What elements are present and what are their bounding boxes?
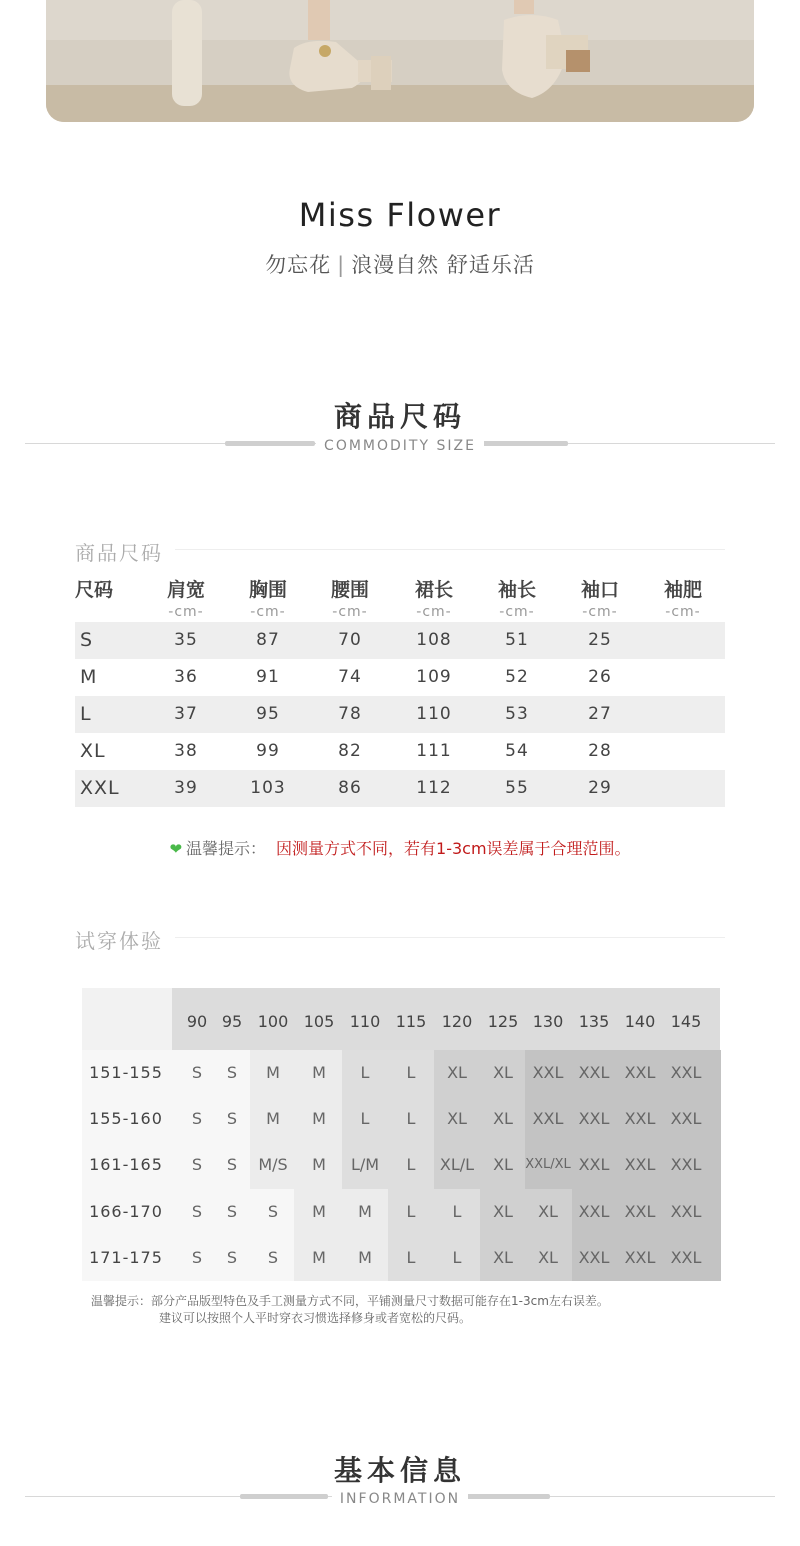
tryon-size-cell: XXL <box>624 1109 656 1129</box>
size-header-label: 袖口 <box>580 579 619 601</box>
height-row-label: 171-175 <box>89 1247 163 1267</box>
size-header-unit: -cm- <box>168 604 204 620</box>
size-cell: 29 <box>588 778 612 798</box>
size-cell: 109 <box>416 667 452 687</box>
tryon-note-line1: 部分产品版型特色及手工测量方式不同，平铺测量尺寸数据可能存在1-3cm左右误差。 <box>151 1294 609 1308</box>
tryon-size-cell: M <box>358 1247 372 1267</box>
tryon-size-cell: XXL <box>578 1109 610 1129</box>
size-cell: 111 <box>416 741 452 761</box>
section-title-zh: 商品尺码 <box>333 400 466 433</box>
tryon-size-cell: XXL <box>578 1201 610 1221</box>
size-cell: 99 <box>256 741 280 761</box>
size-table-title: 商品尺码 <box>75 541 163 565</box>
tryon-size-cell: XL <box>493 1155 513 1175</box>
size-row <box>75 733 725 770</box>
size-row <box>75 659 725 696</box>
size-cell: 39 <box>174 778 198 798</box>
tryon-size-cell: XXL <box>624 1063 656 1082</box>
tryon-size-cell: XL <box>493 1201 513 1221</box>
size-cell: 103 <box>250 778 286 798</box>
size-header-cell <box>309 575 391 620</box>
size-cell <box>642 770 724 807</box>
tryon-size-cell: S <box>191 1155 203 1175</box>
weight-header-label: 100 <box>257 1012 289 1031</box>
size-header-unit: -cm- <box>250 604 286 620</box>
size-cell: 55 <box>505 778 529 798</box>
tip-message: 因测量方式不同，若有1-3cm误差属于合理范围。 <box>276 839 631 858</box>
tryon-size-cell: S <box>226 1063 238 1082</box>
tryon-size-cell: M <box>312 1063 326 1082</box>
section-title-en: INFORMATION <box>332 1491 468 1507</box>
tryon-size-cell: XL <box>493 1063 513 1082</box>
tryon-size-cell: M <box>266 1063 280 1082</box>
size-cell: 51 <box>505 630 529 650</box>
tryon-size-cell: M <box>312 1109 326 1129</box>
tryon-size-cell: L <box>452 1247 462 1267</box>
tryon-size-cell: S <box>267 1247 279 1267</box>
size-row-label: XL <box>80 740 106 762</box>
size-row-label: M <box>80 666 98 688</box>
size-cell: 37 <box>174 704 198 724</box>
tip-label: 温馨提示： <box>186 839 267 858</box>
brand-tagline <box>0 249 800 279</box>
tryon-size-cell: S <box>191 1201 203 1221</box>
tryon-size-cell: L/M <box>350 1155 380 1175</box>
tryon-size-cell: XXL <box>670 1109 702 1129</box>
size-header-label: 袖长 <box>497 579 536 601</box>
size-row <box>75 622 725 659</box>
size-header-label: 尺码 <box>75 579 114 601</box>
tryon-size-cell: XL <box>493 1109 513 1129</box>
size-cell <box>642 733 724 770</box>
heart-icon: ❤ <box>169 840 183 858</box>
size-header-label: 袖肥 <box>663 579 702 601</box>
tryon-size-cell: S <box>191 1109 203 1129</box>
size-table <box>75 575 725 807</box>
tryon-size-cell: S <box>191 1247 203 1267</box>
tryon-size-cell: S <box>191 1063 203 1082</box>
height-row-label: 151-155 <box>89 1063 163 1082</box>
size-header-label: 腰围 <box>330 579 369 601</box>
weight-header-label: 95 <box>221 1012 243 1031</box>
tryon-note-label: 温馨提示： <box>91 1294 152 1308</box>
size-header-label: 裙长 <box>414 579 453 601</box>
size-cell: 78 <box>338 704 362 724</box>
product-photo <box>46 0 754 122</box>
weight-header-label: 110 <box>349 1012 381 1031</box>
size-cell <box>642 696 724 733</box>
brand-name: Miss Flower <box>298 196 502 234</box>
tryon-note-line2: 建议可以按照个人平时穿衣习惯选择修身或者宽松的尺码。 <box>159 1311 472 1325</box>
section-title-zh: 基本信息 <box>333 1454 466 1487</box>
size-header-cell <box>75 575 135 602</box>
tryon-size-cell: XL <box>447 1109 467 1129</box>
size-cell: 91 <box>256 667 280 687</box>
size-row <box>75 770 725 807</box>
weight-header-label: 125 <box>487 1012 519 1031</box>
size-table-header <box>75 575 725 622</box>
tryon-size-cell: S <box>267 1201 279 1221</box>
size-header-label: 胸围 <box>248 579 287 601</box>
size-cell: 36 <box>174 667 198 687</box>
size-cell: 70 <box>338 630 362 650</box>
size-cell <box>642 659 724 696</box>
tryon-size-cell: M <box>266 1109 280 1129</box>
size-header-cell <box>227 575 309 620</box>
size-tip <box>0 836 800 859</box>
size-table-title-line <box>175 549 725 550</box>
size-row-label: XXL <box>80 777 120 799</box>
weight-header-label: 90 <box>186 1012 208 1031</box>
size-cell: 74 <box>338 667 362 687</box>
tryon-size-cell: L <box>452 1201 462 1221</box>
size-cell: 82 <box>338 741 362 761</box>
size-row <box>75 696 725 733</box>
height-row-label: 166-170 <box>89 1201 163 1221</box>
tryon-size-cell: S <box>226 1109 238 1129</box>
tryon-size-cell: XXL <box>670 1155 702 1175</box>
size-header-cell <box>145 575 227 620</box>
size-cell: 54 <box>505 741 529 761</box>
size-header-cell <box>393 575 475 620</box>
tryon-size-cell: XXL <box>624 1201 656 1221</box>
size-cell: 35 <box>174 630 198 650</box>
tryon-size-cell: XXL <box>624 1247 656 1267</box>
brand-tagline-separator: | <box>337 253 346 277</box>
size-cell: 28 <box>588 741 612 761</box>
size-cell: 25 <box>588 630 612 650</box>
tryon-size-cell: XXL <box>578 1155 610 1175</box>
size-header-unit: -cm- <box>332 604 368 620</box>
tryon-size-cell: M/S <box>258 1155 288 1175</box>
product-photo-illustration <box>46 0 754 122</box>
size-header-unit: -cm- <box>582 604 618 620</box>
tryon-grid <box>82 988 720 1281</box>
tryon-size-cell: M <box>358 1201 372 1221</box>
tryon-size-cell: XXL <box>532 1063 564 1082</box>
tryon-size-cell: XXL <box>670 1201 702 1221</box>
tryon-size-cell: XXL <box>670 1063 702 1082</box>
tryon-size-cell: XL <box>447 1063 467 1082</box>
tryon-size-cell: L <box>406 1247 416 1267</box>
size-header-unit: -cm- <box>416 604 452 620</box>
size-cell <box>642 622 724 659</box>
size-header-cell <box>642 575 724 620</box>
size-header-cell <box>476 575 558 620</box>
tryon-size-cell: L <box>406 1063 416 1082</box>
size-header-cell <box>559 575 641 620</box>
tryon-size-cell: XL <box>493 1247 513 1267</box>
tryon-size-cell: XL <box>538 1201 558 1221</box>
tryon-size-cell: XXL/XL <box>525 1157 571 1173</box>
tryon-size-cell: L <box>360 1063 370 1082</box>
tryon-size-cell: M <box>312 1247 326 1267</box>
size-row-label: L <box>80 703 92 725</box>
size-cell: 110 <box>416 704 452 724</box>
size-cell: 95 <box>256 704 280 724</box>
brand-tagline-left: 勿忘花 <box>265 253 332 277</box>
size-cell: 27 <box>588 704 612 724</box>
tryon-note <box>91 1293 609 1327</box>
section-title-en: COMMODITY SIZE <box>316 438 484 454</box>
tryon-size-cell: L <box>406 1155 416 1175</box>
size-row-label: S <box>80 629 94 651</box>
tryon-title: 试穿体验 <box>75 929 163 953</box>
tryon-size-cell: XXL <box>578 1063 610 1082</box>
tryon-corner-cell <box>82 988 172 1050</box>
weight-header-label: 135 <box>578 1012 610 1031</box>
weight-header-label: 145 <box>670 1012 702 1031</box>
size-cell: 38 <box>174 741 198 761</box>
tryon-size-cell: XXL <box>624 1155 656 1175</box>
size-header-label: 肩宽 <box>166 579 205 601</box>
tryon-size-cell: S <box>226 1155 238 1175</box>
weight-header-label: 105 <box>303 1012 335 1031</box>
tryon-size-cell: XXL <box>670 1247 702 1267</box>
height-row-label: 161-165 <box>89 1155 163 1175</box>
size-cell: 87 <box>256 630 280 650</box>
tryon-size-cell: S <box>226 1247 238 1267</box>
height-row-label: 155-160 <box>89 1109 163 1129</box>
size-cell: 52 <box>505 667 529 687</box>
brand-tagline-right: 浪漫自然 舒适乐活 <box>351 253 535 277</box>
tryon-size-cell: XL/L <box>439 1155 475 1175</box>
tryon-title-line <box>175 937 725 938</box>
tryon-size-cell: L <box>406 1109 416 1129</box>
weight-header-label: 130 <box>532 1012 564 1031</box>
size-cell: 53 <box>505 704 529 724</box>
size-cell: 112 <box>416 778 452 798</box>
size-header-unit: -cm- <box>665 604 701 620</box>
weight-header-label: 115 <box>395 1012 427 1031</box>
tryon-size-cell: XL <box>538 1247 558 1267</box>
tryon-size-cell: M <box>312 1155 326 1175</box>
weight-header-label: 120 <box>441 1012 473 1031</box>
tryon-size-cell: M <box>312 1201 326 1221</box>
tryon-size-cell: XXL <box>532 1109 564 1129</box>
tryon-size-cell: L <box>360 1109 370 1129</box>
size-cell: 26 <box>588 667 612 687</box>
size-cell: 86 <box>338 778 362 798</box>
weight-header-label: 140 <box>624 1012 656 1031</box>
size-table-body <box>75 622 725 807</box>
tryon-size-cell: S <box>226 1201 238 1221</box>
size-header-unit: -cm- <box>499 604 535 620</box>
tryon-size-cell: XXL <box>578 1247 610 1267</box>
size-cell: 108 <box>416 630 452 650</box>
tryon-size-cell: L <box>406 1201 416 1221</box>
